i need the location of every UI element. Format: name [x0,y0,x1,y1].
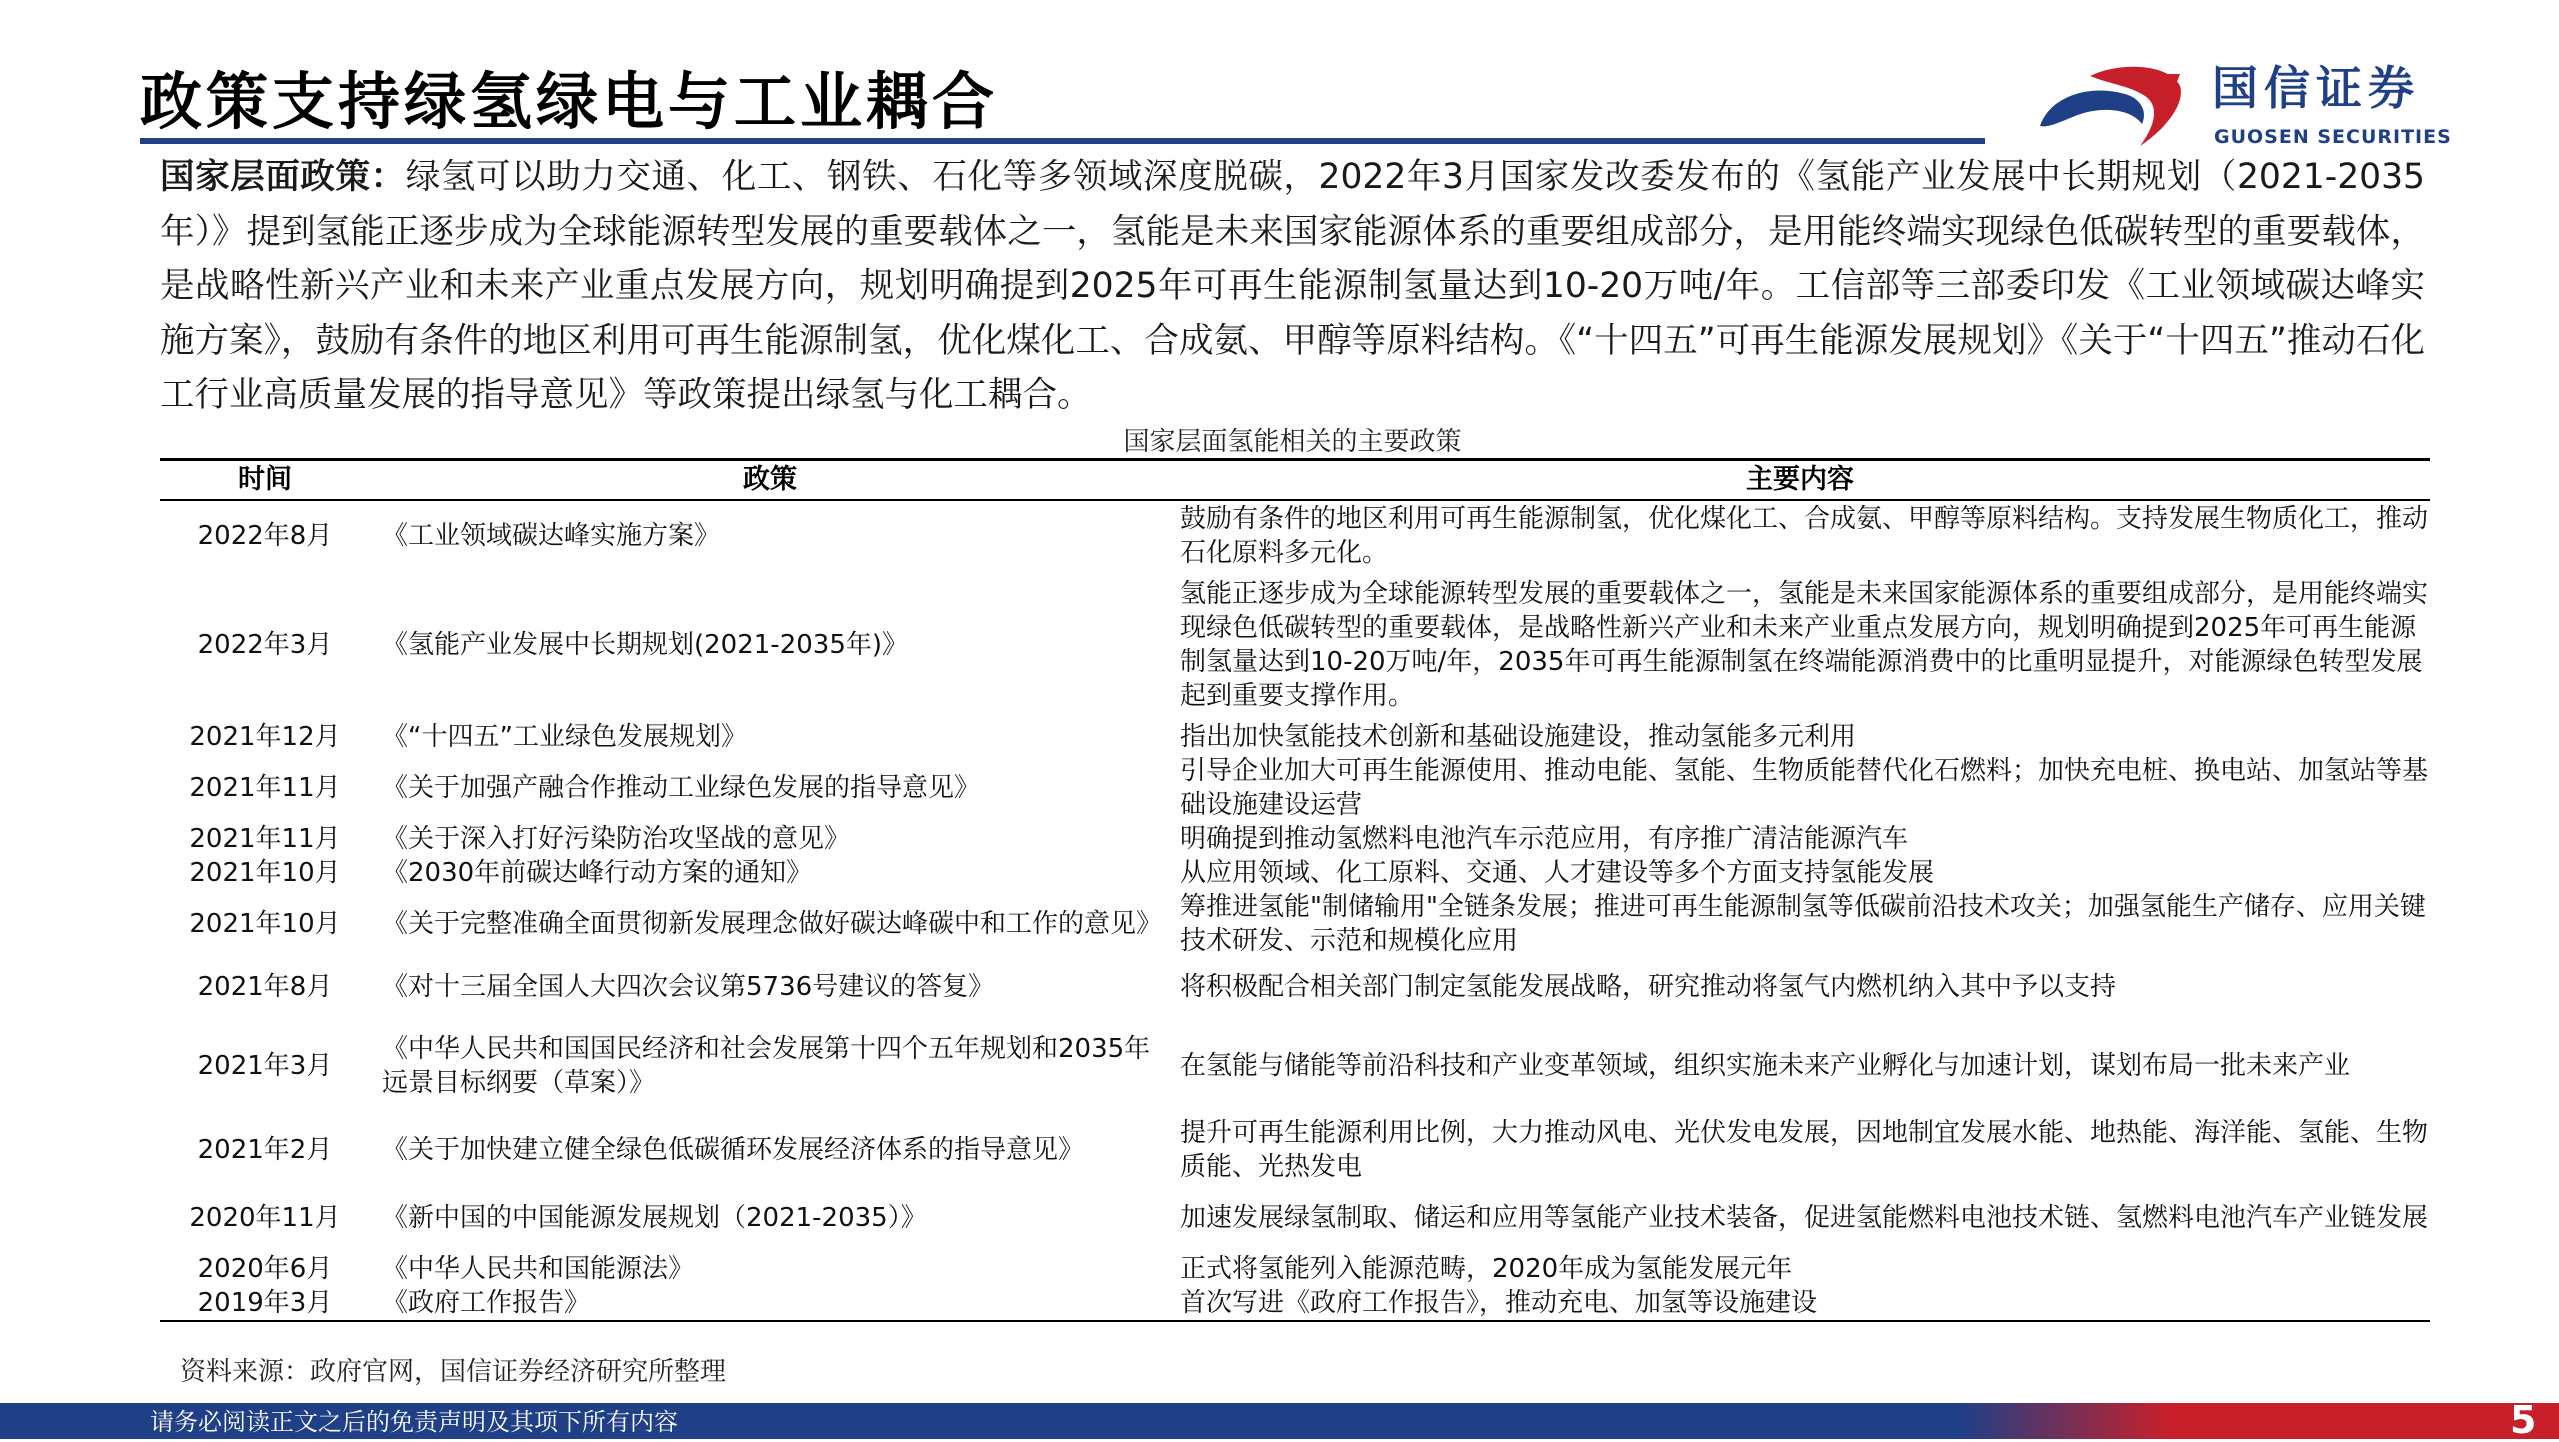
table-row [160,958,2430,1016]
intro-paragraph [160,150,2425,423]
row-content: 在氢能与储能等前沿科技和产业变革领域，组织实施未来产业孵化与加速计划，谋划布局一批未来产业 [1180,1051,2351,1081]
row-content: 鼓励有条件的地区利用可再生能源制氢，优化煤化工、合成氨、甲醇等原料结构。支持发展生物质化工，推动石化原料多元化。 [1180,503,2429,568]
row-policy: 《新中国的中国能源发展规划（2021-2035）》 [382,1203,927,1233]
row-time: 2021年10月 [189,858,341,888]
row-content: 正式将氢能列入能源范畴，2020年成为氢能发展元年 [1180,1254,1793,1284]
row-time: 2021年12月 [189,722,341,752]
row-policy: 《工业领域碳达峰实施方案》 [382,520,721,551]
row-policy: 《关于完整准确全面贯彻新发展理念做好碳达峰碳中和工作的意见》 [382,909,1163,939]
source-note: 资料来源：政府官网，国信证券经济研究所整理 [180,1357,727,1387]
title-underline [140,138,1985,144]
row-policy: 《中华人民共和国国民经济和社会发展第十四个五年规划和2035年远景目标纲要（草案）》 [382,1034,1151,1098]
row-time: 2021年10月 [189,909,341,939]
row-policy: 《氢能产业发展中长期规划(2021-2035年)》 [382,630,909,660]
table-row [160,856,2430,890]
table-row [160,570,2430,720]
row-content: 明确提到推动氢燃料电池汽车示范应用，有序推广清洁能源汽车 [1180,824,1909,854]
row-content: 从应用领域、化工原料、交通、人才建设等多个方面支持氢能发展 [1180,858,1935,888]
table-row [160,500,2430,570]
header-time: 时间 [160,460,370,501]
policy-table [160,458,2430,1322]
row-content: 提升可再生能源利用比例，大力推动风电、光伏发电发展，因地制宜发展水能、地热能、海洋能、氢能、生物质能、光热发电 [1180,1118,2429,1182]
row-content: 引导企业加大可再生能源使用、推动电能、氢能、生物质能替代化石燃料；加快充电桩、换电站、加氢站等基础设施建设运营 [1180,756,2429,820]
table-row [160,1252,2430,1286]
row-time: 2020年11月 [189,1203,341,1233]
row-content: 指出加快氢能技术创新和基础设施建设，推动氢能多元利用 [1180,722,1857,752]
table-row [160,720,2430,754]
row-policy: 《对十三届全国人大四次会议第5736号建议的答复》 [382,972,995,1002]
row-policy: 《2030年前碳达峰行动方案的通知》 [382,858,813,888]
logo-subtitle: GUOSEN SECURITIES [2214,126,2452,148]
row-policy: 《政府工作报告》 [370,1286,1170,1321]
table-row [160,1286,2430,1321]
intro-lead: 国家层面政策： [160,157,406,197]
row-time: 2021年11月 [189,773,341,803]
row-time: 2021年2月 [197,1135,333,1165]
row-policy: 《中华人民共和国能源法》 [382,1254,695,1284]
row-content: 将积极配合相关部门制定氢能发展战略，研究推动将氢气内燃机纳入其中予以支持 [1180,972,2117,1002]
row-content: 氢能正逐步成为全球能源转型发展的重要载体之一，氢能是未来国家能源体系的重要组成部分，是用能终端实现绿色低碳转型的重要载体，是战略性新兴产业和未来产业重点发展方向，规划明确提到2025年可再生能源制氢量达到10-20万吨/年，2035年可再生能源制氢在终端能源消费中的比重明显提升，对能源绿色转型发展起到重要支撑作用。 [1180,579,2429,711]
row-time: 2019年3月 [160,1286,370,1321]
page-number: 5 [2510,1398,2537,1442]
header-content: 主要内容 [1170,460,2430,501]
footer-accent [1960,1403,2559,1439]
table-row [160,890,2430,958]
row-time: 2021年11月 [189,824,341,854]
table-row [160,754,2430,822]
table-title: 国家层面氢能相关的主要政策 [1123,427,1462,457]
row-time: 2022年8月 [197,520,333,551]
header-policy: 政策 [370,460,1170,501]
row-policy: 《关于加快建立健全绿色低碳循环发展经济体系的指导意见》 [382,1135,1085,1165]
table-row [160,1184,2430,1252]
logo-text: 国信证券 [2212,61,2420,115]
row-content: 首次写进《政府工作报告》，推动充电、加氢等设施建设 [1170,1286,2430,1321]
table-header-row [160,460,2430,501]
row-time: 2021年3月 [197,1051,333,1081]
row-content: 加速发展绿氢制取、储运和应用等氢能产业技术装备，促进氢能燃料电池技术链、氢燃料电池汽车产业链发展 [1180,1203,2429,1233]
row-time: 2021年8月 [197,972,333,1002]
row-time: 2020年6月 [197,1254,333,1284]
intro-body: 绿氢可以助力交通、化工、钢铁、石化等多领域深度脱碳，2022年3月国家发改委发布的《氢能产业发展中长期规划（2021-2035年）》提到氢能正逐步成为全球能源转型发展的重要载体之一，氢能是未来国家能源体系的重要组成部分，是用能终端实现绿色低碳转型的重要载体，是战略性新兴产业和未来产业重点发展方向，规划明确提到2025年可再生能源制氢量达到10-20万吨/年。工信部等三部委印发《工业领域碳达峰实施方案》，鼓励有条件的地区利用可再生能源制氢，优化煤化工、合成氨、甲醇等原料结构。《“十四五”可再生能源发展规划》《关于“十四五”推动石化工行业高质量发展的指导意见》等政策提出绿氢与化工耦合。 [160,157,2425,415]
row-policy: 《关于深入打好污染防治攻坚战的意见》 [382,824,851,854]
table-row [160,1116,2430,1184]
table-row [160,822,2430,856]
row-policy: 《关于加强产融合作推动工业绿色发展的指导意见》 [382,773,981,803]
row-content: 筹推进氢能"制储输用"全链条发展；推进可再生能源制氢等低碳前沿技术攻关；加强氢能生产储存、应用关键技术研发、示范和规模化应用 [1180,892,2426,956]
table-row [160,1016,2430,1116]
row-policy: 《“十四五”工业绿色发展规划》 [382,722,747,752]
row-time: 2022年3月 [197,630,333,660]
footer-disclaimer: 请务必阅读正文之后的免责声明及其项下所有内容 [150,1408,678,1436]
page-title: 政策支持绿氢绿电与工业耦合 [140,65,999,138]
